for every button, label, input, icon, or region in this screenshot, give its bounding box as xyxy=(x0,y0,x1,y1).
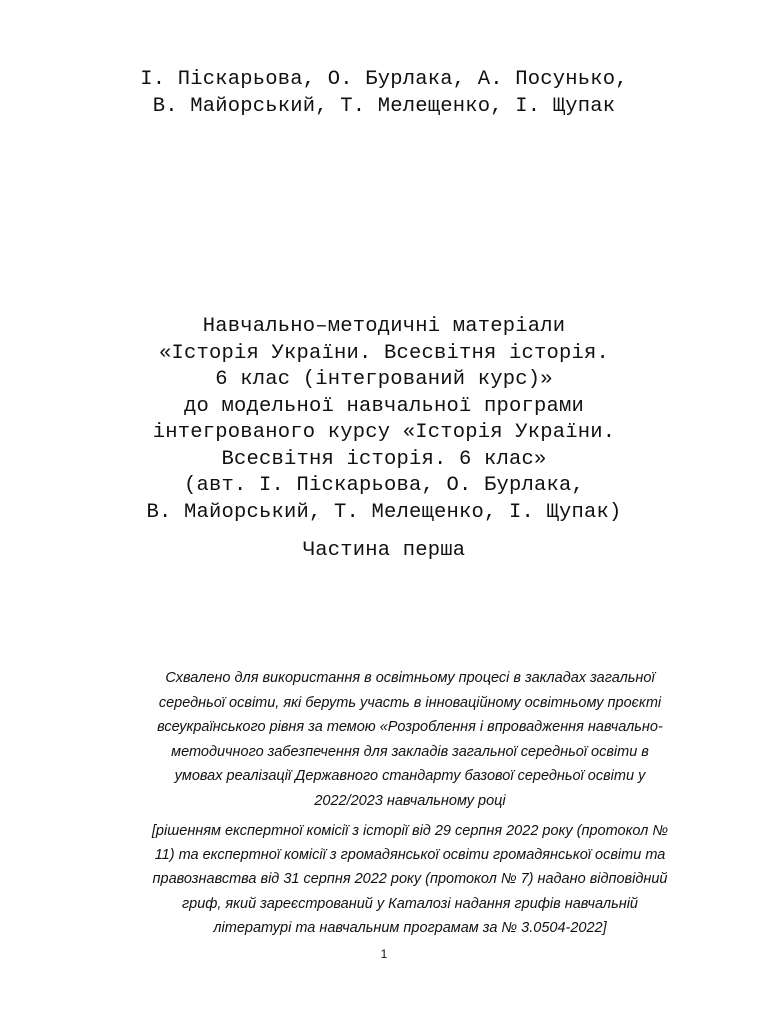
title-line-2: «Історія України. Всесвітня історія. xyxy=(158,341,610,365)
authors-block xyxy=(0,67,768,120)
page-number: 1 xyxy=(380,947,388,961)
authors-line-1: І. Піскарьова, О. Бурлака, А. Посунько, xyxy=(140,68,628,91)
approval-line-3: всеукраїнського рівня за темою «Розроблення і впровадження навчально- xyxy=(157,719,663,736)
document-title xyxy=(0,314,768,526)
decision-line-4: гриф, який зареєстрований у Каталозі надання грифів навчальній xyxy=(181,895,638,912)
title-line-4: до модельної навчальної програми xyxy=(183,394,585,418)
title-line-6: Всесвітня історія. 6 клас» xyxy=(221,447,547,471)
approval-line-1: Схвалено для використання в освітньому процесі в закладах загальної xyxy=(165,670,655,686)
authors-line-2: В. Майорський, Т. Мелещенко, І. Щупак xyxy=(152,94,616,118)
approval-line-2: середньої освіти, які беруть участь в інноваційному освітньому проєкті xyxy=(158,694,662,711)
approval-line-6: 2022/2023 навчальному році xyxy=(314,792,506,809)
expert-decision-note xyxy=(96,819,724,940)
approval-note xyxy=(96,666,724,814)
title-line-8: В. Майорський, Т. Мелещенко, І. Щупак) xyxy=(146,500,622,524)
approval-line-4: методичного забезпечення для закладів загальної середньої освіти в xyxy=(171,743,649,760)
title-line-7: (авт. І. Піскарьова, О. Бурлака, xyxy=(183,474,585,497)
decision-line-3: правознавства від 31 серпня 2022 року (протокол № 7) надано відповідний xyxy=(152,871,668,888)
approval-line-5: умовах реалізації Державного стандарту базової середньої освіти у xyxy=(174,768,646,785)
title-line-5: інтегрованого курсу «Історія України. xyxy=(152,421,616,444)
title-line-1: Навчально–методичні матеріали xyxy=(202,315,566,338)
decision-line-5: літературі та навчальним програмам за № 3.0504-2022] xyxy=(213,919,607,936)
decision-line-1: [рішенням експертної комісії з історії від 29 серпня 2022 року (протокол № xyxy=(151,823,669,839)
decision-line-2: 11) та експертної комісії з громадянської освіти громадянської освіти та xyxy=(154,847,666,864)
part-label: Частина перша xyxy=(302,539,466,562)
title-line-3: 6 клас (інтегрований курс)» xyxy=(215,368,553,391)
